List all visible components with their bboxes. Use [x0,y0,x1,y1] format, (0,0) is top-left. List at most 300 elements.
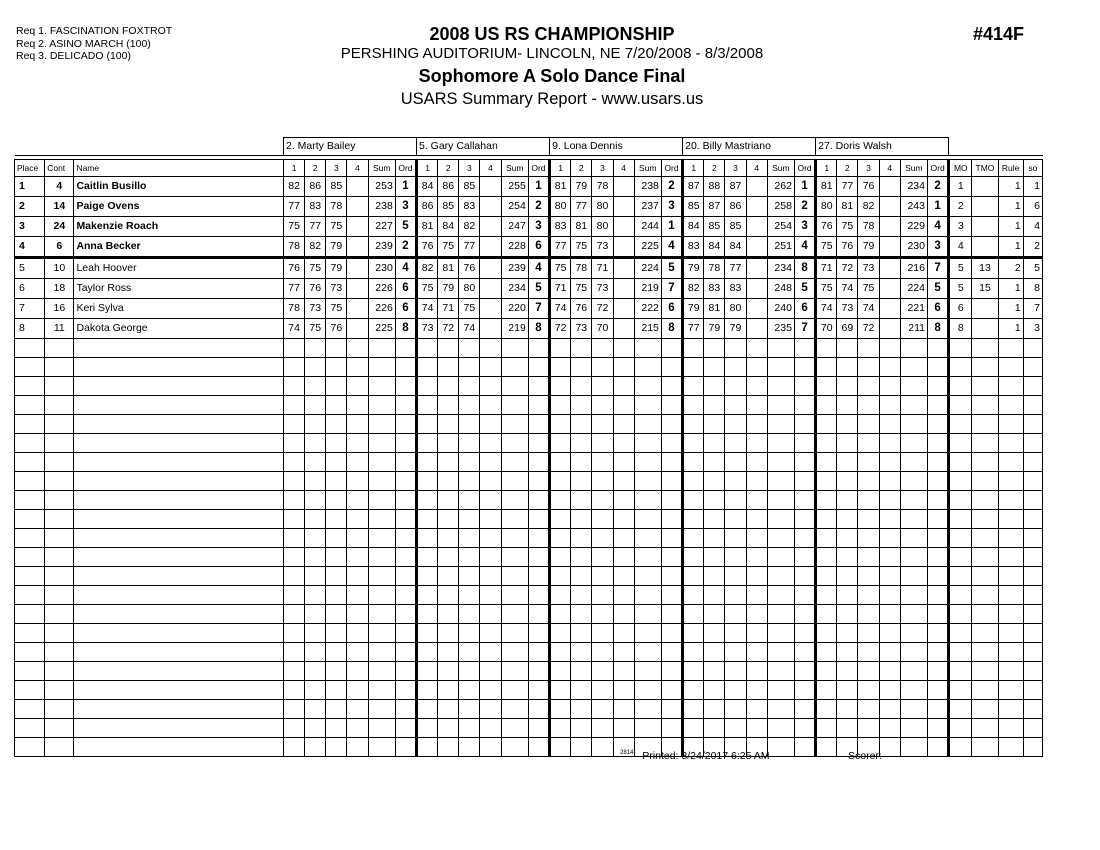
empty-cell [767,719,794,738]
skater-row [15,237,1043,258]
mark-cell: 73 [571,319,592,339]
empty-cell [927,643,948,662]
empty-cell [816,358,837,377]
ordinal-cell: 8 [528,319,549,339]
empty-cell [501,681,528,700]
empty-cell [74,605,284,624]
empty-cell [927,491,948,510]
empty-cell [347,377,368,396]
mark-cell: 75 [326,217,347,237]
empty-cell [501,377,528,396]
empty-cell [1023,529,1042,548]
empty-cell [661,605,682,624]
empty-cell [634,662,661,681]
empty-cell [704,529,725,548]
empty-cell [879,700,900,719]
empty-cell [613,700,634,719]
empty-cell [417,377,438,396]
judge-4-col-header: Ord [794,160,815,177]
empty-cell [998,472,1023,491]
empty-cell [326,415,347,434]
empty-cell [794,605,815,624]
empty-cell [459,491,480,510]
empty-cell [45,700,74,719]
empty-cell [347,491,368,510]
mark-cell: 73 [592,279,613,299]
empty-cell [746,491,767,510]
empty-cell [837,643,858,662]
empty-cell [949,624,972,643]
empty-cell [368,377,395,396]
mo-cell: 5 [949,279,972,299]
empty-row [15,510,1043,529]
empty-cell [347,548,368,567]
empty-cell [949,339,972,358]
report-footer [620,750,882,762]
sum-cell: 222 [634,299,661,319]
empty-cell [550,567,571,586]
mark-cell: 71 [592,258,613,279]
place-cell: 4 [15,237,45,258]
empty-cell [417,719,438,738]
empty-cell [972,605,998,624]
mark-cell: 77 [284,279,305,299]
mark-cell: 81 [438,258,459,279]
ordinal-cell: 4 [528,258,549,279]
mark-cell: 74 [816,299,837,319]
mark-cell: 83 [725,279,746,299]
empty-cell [634,377,661,396]
empty-cell [74,567,284,586]
empty-cell [1023,510,1042,529]
judge-3-col-header: 3 [592,160,613,177]
empty-cell [528,529,549,548]
empty-cell [368,415,395,434]
empty-cell [998,548,1023,567]
empty-cell [15,662,45,681]
empty-row [15,472,1043,491]
mark-cell: 81 [417,217,438,237]
empty-cell [794,700,815,719]
empty-cell [571,472,592,491]
empty-cell [45,548,74,567]
mark-cell: 79 [858,237,879,258]
mark-cell: 75 [284,217,305,237]
empty-cell [900,548,927,567]
empty-cell [417,453,438,472]
empty-cell [368,396,395,415]
empty-cell [74,472,284,491]
empty-cell [998,434,1023,453]
empty-cell [550,491,571,510]
empty-cell [395,700,416,719]
empty-cell [683,358,704,377]
empty-cell [613,529,634,548]
ordinal-cell: 6 [927,299,948,319]
empty-cell [459,548,480,567]
empty-cell [725,700,746,719]
empty-row [15,719,1043,738]
empty-cell [15,453,45,472]
empty-cell [1023,567,1042,586]
ordinal-cell: 3 [661,197,682,217]
so-cell: 4 [1023,217,1042,237]
empty-cell [746,719,767,738]
mark-cell: 77 [284,197,305,217]
mark-cell [480,197,501,217]
empty-cell [571,529,592,548]
mark-cell: 69 [837,319,858,339]
ordinal-cell: 3 [794,217,815,237]
mark-cell: 76 [284,258,305,279]
empty-cell [704,719,725,738]
judge-header-row [15,138,1043,156]
empty-cell [879,738,900,757]
empty-cell [284,700,305,719]
judge-4-col-header: Sum [767,160,794,177]
mark-cell: 77 [683,319,704,339]
empty-cell [528,415,549,434]
empty-cell [794,681,815,700]
mark-cell: 74 [550,299,571,319]
empty-cell [816,738,837,757]
empty-cell [746,700,767,719]
empty-cell [998,415,1023,434]
empty-cell [284,510,305,529]
mark-cell: 77 [305,217,326,237]
empty-cell [459,681,480,700]
empty-cell [550,719,571,738]
empty-cell [927,358,948,377]
empty-cell [45,643,74,662]
empty-cell [634,719,661,738]
contestant-number: 4 [45,177,74,197]
empty-cell [395,472,416,491]
empty-cell [395,738,416,757]
empty-cell [395,643,416,662]
empty-cell [501,643,528,662]
mark-cell: 84 [704,237,725,258]
requirement-3: Req 3. DELICADO (100) [16,50,131,62]
col-so-header: so [1023,160,1042,177]
sum-cell: 228 [501,237,528,258]
empty-cell [480,358,501,377]
mark-cell: 74 [284,319,305,339]
mark-cell: 79 [438,279,459,299]
judge-2-col-header: Ord [528,160,549,177]
mark-cell: 86 [305,177,326,197]
so-cell: 2 [1023,237,1042,258]
empty-cell [592,681,613,700]
empty-cell [74,453,284,472]
skater-name: Leah Hoover [74,258,284,279]
empty-cell [305,434,326,453]
empty-cell [550,586,571,605]
empty-cell [438,415,459,434]
empty-cell [972,453,998,472]
empty-cell [767,396,794,415]
empty-cell [900,738,927,757]
col-rule-header: Rule [998,160,1023,177]
empty-cell [858,681,879,700]
empty-cell [305,662,326,681]
mark-cell: 75 [550,258,571,279]
ordinal-cell: 2 [927,177,948,197]
empty-cell [927,339,948,358]
mark-cell: 85 [725,217,746,237]
empty-cell [15,491,45,510]
empty-cell [704,434,725,453]
empty-cell [501,472,528,491]
mark-cell [480,319,501,339]
ordinal-cell: 2 [661,177,682,197]
empty-row [15,624,1043,643]
empty-cell [972,643,998,662]
empty-cell [900,339,927,358]
empty-cell [767,605,794,624]
rule-cell: 1 [998,217,1023,237]
empty-cell [816,377,837,396]
empty-cell [395,339,416,358]
empty-cell [683,624,704,643]
empty-cell [347,396,368,415]
mark-cell: 77 [571,197,592,217]
empty-cell [746,472,767,491]
mark-cell: 79 [704,319,725,339]
empty-cell [459,605,480,624]
empty-cell [284,738,305,757]
contestant-number: 6 [45,237,74,258]
empty-cell [879,624,900,643]
empty-cell [998,567,1023,586]
empty-row [15,529,1043,548]
empty-cell [45,662,74,681]
ordinal-cell: 7 [661,279,682,299]
empty-cell [15,396,45,415]
contestant-number: 10 [45,258,74,279]
empty-row [15,548,1043,567]
empty-cell [459,624,480,643]
empty-cell [900,719,927,738]
empty-cell [998,624,1023,643]
empty-cell [550,339,571,358]
empty-cell [725,396,746,415]
empty-cell [501,548,528,567]
empty-cell [794,738,815,757]
empty-cell [1023,339,1042,358]
empty-cell [634,624,661,643]
empty-cell [592,624,613,643]
mark-cell [347,258,368,279]
empty-cell [501,738,528,757]
mark-cell [613,177,634,197]
mo-cell: 3 [949,217,972,237]
empty-cell [347,662,368,681]
empty-cell [725,719,746,738]
empty-cell [417,548,438,567]
empty-cell [501,415,528,434]
empty-cell [634,339,661,358]
mark-cell: 72 [550,319,571,339]
mark-cell [746,237,767,258]
mark-cell: 76 [326,319,347,339]
empty-cell [661,624,682,643]
column-header-row [15,160,1043,177]
empty-cell [746,396,767,415]
empty-cell [550,548,571,567]
empty-cell [501,358,528,377]
empty-cell [661,643,682,662]
empty-cell [459,415,480,434]
sum-cell: 219 [634,279,661,299]
empty-row [15,662,1043,681]
empty-cell [704,472,725,491]
empty-cell [613,358,634,377]
empty-cell [972,586,998,605]
empty-row [15,415,1043,434]
empty-cell [927,738,948,757]
empty-cell [794,662,815,681]
empty-cell [571,377,592,396]
mark-cell: 70 [816,319,837,339]
empty-row [15,396,1043,415]
empty-cell [459,529,480,548]
rule-cell: 1 [998,279,1023,299]
place-cell: 1 [15,177,45,197]
empty-cell [305,681,326,700]
so-cell: 1 [1023,177,1042,197]
empty-cell [45,434,74,453]
empty-cell [284,548,305,567]
empty-cell [794,415,815,434]
mark-cell [746,319,767,339]
empty-cell [661,358,682,377]
empty-cell [326,586,347,605]
empty-cell [326,491,347,510]
empty-cell [284,472,305,491]
empty-cell [74,586,284,605]
empty-cell [480,472,501,491]
empty-cell [927,415,948,434]
empty-cell [972,567,998,586]
mark-cell [613,299,634,319]
empty-cell [794,491,815,510]
empty-row [15,358,1043,377]
empty-cell [1023,605,1042,624]
empty-cell [900,453,927,472]
empty-cell [972,700,998,719]
empty-cell [725,472,746,491]
mark-cell: 75 [438,237,459,258]
empty-cell [550,681,571,700]
empty-cell [683,586,704,605]
empty-cell [501,605,528,624]
empty-cell [858,491,879,510]
empty-cell [725,605,746,624]
empty-cell [368,510,395,529]
empty-cell [395,396,416,415]
empty-cell [368,605,395,624]
empty-cell [326,719,347,738]
empty-cell [998,396,1023,415]
empty-cell [347,472,368,491]
ordinal-cell: 5 [794,279,815,299]
empty-cell [634,586,661,605]
empty-cell [661,681,682,700]
contestant-number: 14 [45,197,74,217]
empty-cell [305,605,326,624]
judge-5-col-header: 2 [837,160,858,177]
mark-cell: 86 [417,197,438,217]
mark-cell: 78 [858,217,879,237]
place-cell: 6 [15,279,45,299]
empty-cell [501,491,528,510]
empty-cell [816,396,837,415]
empty-cell [767,491,794,510]
empty-cell [305,377,326,396]
judge-3-col-header: 4 [613,160,634,177]
sum-cell: 229 [900,217,927,237]
empty-cell [837,605,858,624]
empty-cell [704,586,725,605]
empty-cell [1023,681,1042,700]
empty-cell [284,681,305,700]
empty-cell [74,719,284,738]
empty-cell [395,453,416,472]
ordinal-cell: 5 [528,279,549,299]
empty-cell [347,624,368,643]
empty-cell [746,548,767,567]
empty-cell [879,339,900,358]
empty-cell [480,453,501,472]
skater-name: Makenzie Roach [74,217,284,237]
scorer-label: Scorer: [848,750,882,762]
empty-cell [661,719,682,738]
empty-cell [550,738,571,757]
empty-cell [879,434,900,453]
empty-cell [927,529,948,548]
empty-cell [879,415,900,434]
contestant-number: 11 [45,319,74,339]
empty-cell [347,700,368,719]
empty-cell [746,605,767,624]
mark-cell: 77 [725,258,746,279]
empty-cell [661,700,682,719]
empty-cell [347,586,368,605]
empty-cell [417,529,438,548]
empty-cell [794,624,815,643]
ordinal-cell: 5 [927,279,948,299]
judge-5-col-header: Ord [927,160,948,177]
empty-cell [571,453,592,472]
empty-cell [767,681,794,700]
empty-cell [1023,434,1042,453]
mark-cell: 83 [683,237,704,258]
mark-cell: 74 [837,279,858,299]
sum-cell: 225 [634,237,661,258]
mark-cell [480,237,501,258]
judge-1-col-header: Sum [368,160,395,177]
empty-cell [592,510,613,529]
empty-cell [949,491,972,510]
mark-cell: 72 [858,319,879,339]
empty-cell [326,453,347,472]
mark-cell [879,279,900,299]
empty-cell [347,719,368,738]
empty-cell [634,453,661,472]
skater-row [15,319,1043,339]
empty-cell [45,472,74,491]
